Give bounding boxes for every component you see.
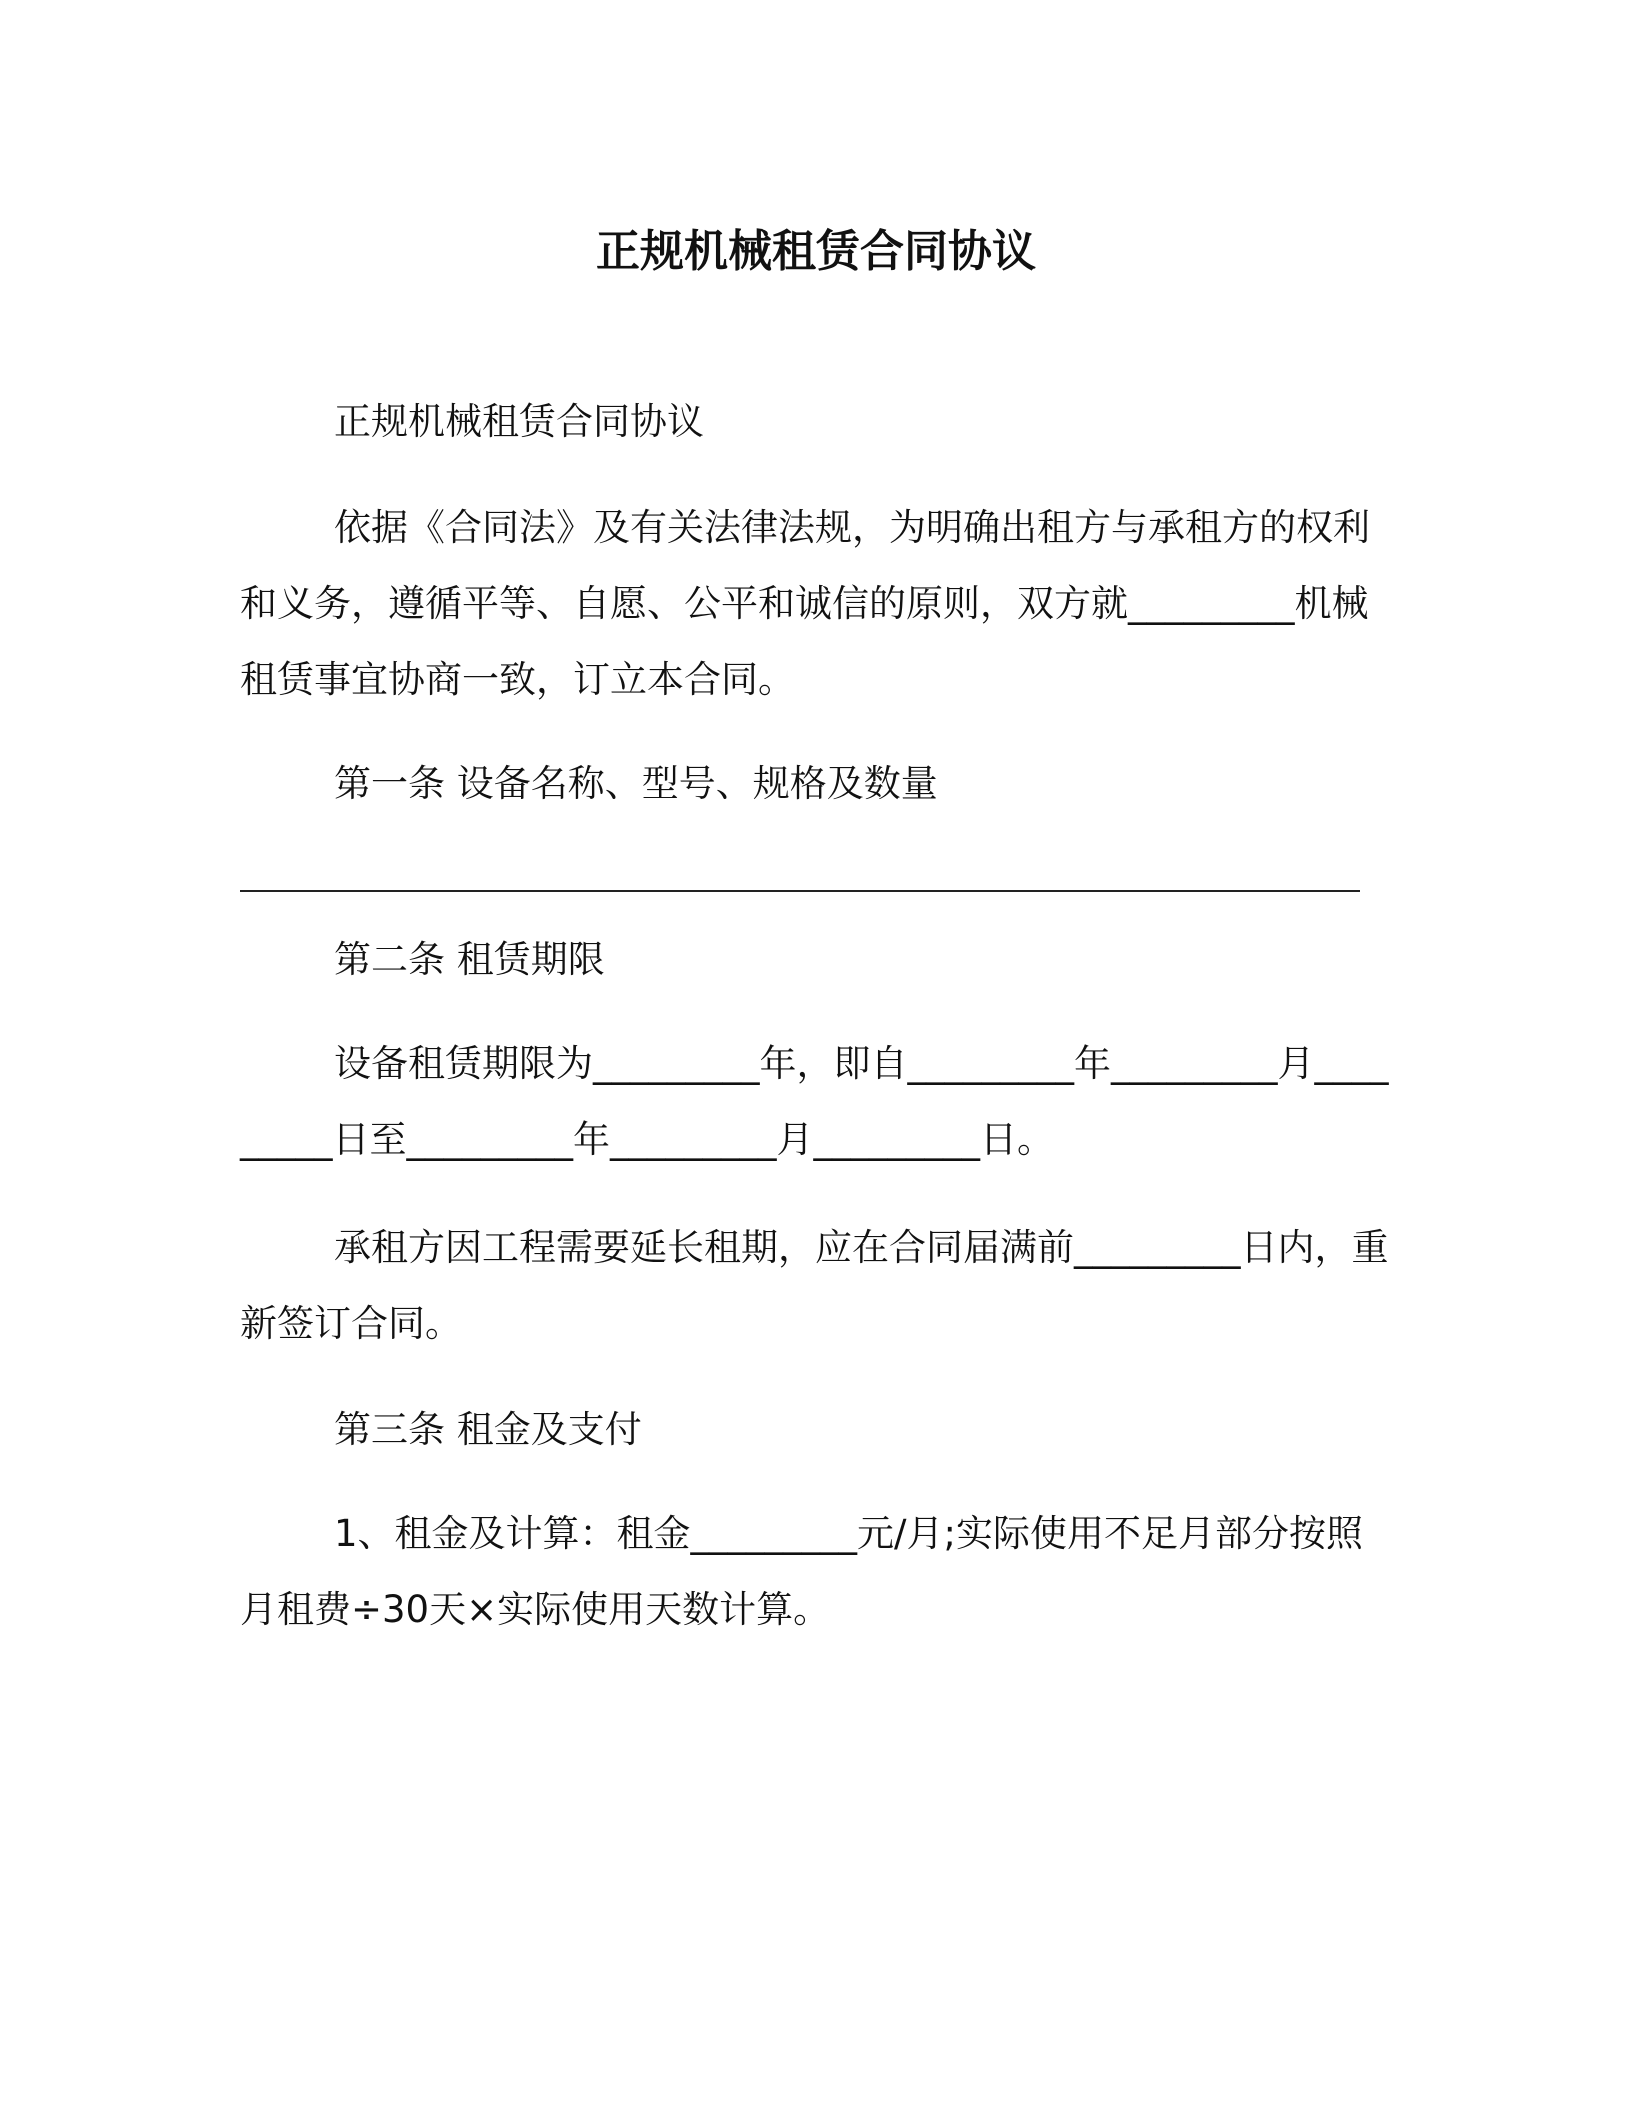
article-3-heading: 第三条 租金及支付 [334, 1408, 642, 1451]
subtitle-paragraph: 正规机械租赁合同协议 [334, 400, 704, 443]
blank-fill-line [240, 890, 1360, 892]
preamble-paragraph: 依据《合同法》及有关法律法规，为明确出租方与承租方的权利和义务，遵循平等、自愿、公平和诚信的原则，双方就_________机械租赁事宜协商一致，订立本合同。 [240, 506, 1370, 701]
document-title: 正规机械租赁合同协议 [596, 226, 1036, 277]
article-2-heading: 第二条 租赁期限 [334, 938, 605, 981]
rent-calculation-paragraph: 1、租金及计算：租金_________元/月;实际使用不足月部分按照月租费÷30天×实际使用天数计算。 [240, 1512, 1363, 1631]
lease-term-paragraph: 设备租赁期限为_________年，即自_________年_________月_________日至_________年_________月_________日。 [240, 1042, 1389, 1161]
extension-paragraph: 承租方因工程需要延长租期，应在合同届满前_________日内，重新签订合同。 [240, 1226, 1389, 1345]
article-1-heading: 第一条 设备名称、型号、规格及数量 [334, 762, 938, 805]
